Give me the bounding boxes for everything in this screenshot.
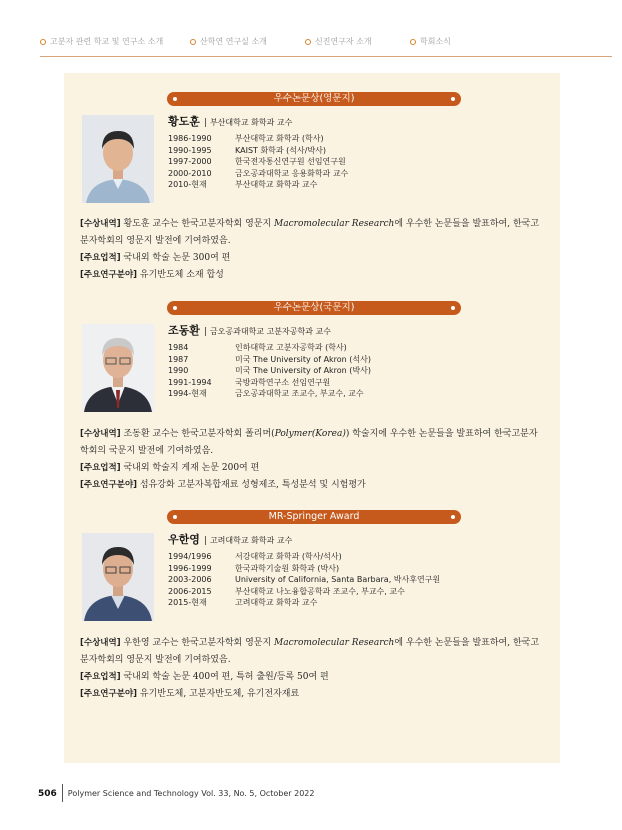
banner-dot-icon: [173, 515, 177, 519]
journal-name: Polymer Science and Technology: [67, 789, 199, 798]
nav-item-researchers: [305, 36, 372, 47]
award-description: [80, 635, 544, 669]
career-year: 1990: [168, 366, 189, 375]
award-text: 우한영 교수는 한국고분자학회 영문지: [120, 638, 275, 648]
award-text: 조동환 교수는 한국고분자학회 폴리머(: [120, 429, 275, 439]
career-year: 1987: [168, 354, 189, 364]
career-year: 1996-1999: [168, 563, 212, 573]
page-footer: [38, 784, 315, 802]
journal-title: Polymer(Korea): [274, 429, 346, 439]
career-row: [168, 168, 348, 180]
award-details: [80, 635, 544, 703]
career-desc: 한국전자통신연구원 선임연구원: [235, 157, 346, 166]
achievements-text: 국내외 학술 논문 300여 편: [120, 253, 231, 263]
banner-dot-icon: [173, 306, 177, 310]
name-separator: |: [203, 118, 207, 128]
career-desc: 한국과학기술원 화학과 (박사): [235, 563, 340, 573]
career-row: [168, 574, 440, 586]
career-year: 1991-1994: [168, 377, 212, 387]
banner-dot-icon: [451, 306, 455, 310]
page-number: 506: [38, 789, 57, 799]
career-desc: 고려대학교 화학과 교수: [235, 598, 318, 607]
award-details: [80, 216, 544, 284]
achievements: [80, 250, 544, 267]
career-year: 2006-2015: [168, 586, 212, 596]
career-desc: 서강대학교 화학과 (학사/석사): [235, 552, 342, 561]
career-year: 1997-2000: [168, 157, 212, 166]
award-text: 에 우수한 논문들을 발표하여, 한국고분자학회의 영문지 발전에 기여하였음.: [80, 219, 540, 246]
career-desc: 인하대학교 고분자공학과 (학사): [235, 343, 347, 352]
research-fields: [80, 477, 544, 494]
career-row: [168, 354, 371, 366]
portrait-photo: [82, 115, 154, 203]
award-text: 에 우수한 논문들을 발표하여, 한국고분자학회의 영문지 발전에 기여하였음.: [80, 638, 540, 665]
nav-label: 고분자 관련 학교 및 연구소 소개: [50, 37, 164, 46]
research-fields: [80, 267, 544, 284]
research-fields-text: 유기반도체 소재 합성: [137, 270, 224, 280]
achievements-label: [주요업적]: [80, 672, 121, 682]
award-banner: [167, 92, 461, 106]
banner-title: 우수논문상(영문지): [273, 93, 355, 104]
research-fields-text: 섬유강화 고분자복합재료 성형제조, 특성분석 및 시험평가: [137, 480, 366, 490]
career-row: [168, 133, 348, 145]
career-desc: 미국 The University of Akron (석사): [235, 354, 371, 364]
achievements: [80, 669, 544, 686]
nav-dot-icon: [305, 39, 311, 45]
research-fields-label: [주요연구분야]: [80, 270, 138, 280]
career-desc: 부산대학교 화학과 교수: [235, 180, 318, 189]
career-desc: University of California, Santa Barbara, 박사후연구원: [235, 575, 441, 584]
nav-dot-icon: [410, 39, 416, 45]
banner-dot-icon: [451, 515, 455, 519]
nav-dot-icon: [190, 39, 196, 45]
career-desc: 금오공과대학교 조교수, 부교수, 교수: [235, 389, 364, 398]
footer-divider: [62, 784, 63, 802]
career-row: [168, 342, 371, 354]
career-row: [168, 551, 440, 563]
career-row: [168, 156, 348, 168]
research-fields-label: [주요연구분야]: [80, 689, 138, 699]
career-desc: 부산대학교 나노융합공학과 조교수, 부교수, 교수: [235, 586, 405, 596]
name-text: 조동환: [168, 324, 200, 337]
career-desc: KAIST 화학과 (석사/박사): [235, 145, 327, 155]
affiliation: 부산대학교 화학과 교수: [209, 118, 293, 127]
award-label: [수상내역]: [80, 638, 121, 648]
journal-title: Macromolecular Research: [274, 219, 395, 229]
career-year: 2015-현재: [168, 598, 207, 607]
career-year: 1984: [168, 343, 189, 352]
career-year: 1990-1995: [168, 145, 212, 155]
issue-info: Vol. 33, No. 5, October 2022: [201, 789, 315, 798]
name-separator: |: [203, 327, 207, 337]
journal-title: Macromolecular Research: [274, 638, 395, 648]
career-list: [168, 551, 440, 609]
award-details: [80, 426, 544, 494]
nav-label: 학회소식: [420, 37, 451, 46]
award-label: [수상내역]: [80, 219, 121, 229]
achievements: [80, 460, 544, 477]
career-year: 1994/1996: [168, 552, 212, 561]
nav-dot-icon: [40, 39, 46, 45]
person-name: [168, 113, 292, 129]
nav-label: 산학연 연구실 소개: [200, 37, 267, 46]
person-name: [168, 322, 331, 338]
award-description: [80, 216, 544, 250]
career-year: 2003-2006: [168, 575, 212, 584]
career-desc: 국방과학연구소 선임연구원: [235, 377, 331, 387]
banner-dot-icon: [451, 97, 455, 101]
nav-divider: [40, 56, 612, 57]
affiliation: 금오공과대학교 고분자공학과 교수: [209, 327, 331, 336]
career-year: 1994-현재: [168, 389, 207, 398]
career-row: [168, 597, 440, 609]
award-text: 황도훈 교수는 한국고분자학회 영문지: [120, 219, 275, 229]
award-description: [80, 426, 544, 460]
career-desc: 부산대학교 화학과 (학사): [235, 134, 324, 143]
career-row: [168, 179, 348, 191]
banner-title: 우수논문상(국문지): [273, 302, 355, 313]
nav-item-news: [410, 36, 451, 47]
award-text: ) 학술지에 우수한 논문들을 발표하여 한국고분자학회의 국문지 발전에 기여하였음.: [80, 429, 538, 456]
nav-item-schools: [40, 36, 163, 47]
affiliation: 고려대학교 화학과 교수: [209, 536, 293, 545]
portrait-photo: [82, 533, 154, 621]
achievements-text: 국내외 학술 논문 400여 편, 특허 출원/등록 50여 편: [120, 672, 329, 682]
career-desc: 미국 The University of Akron (박사): [235, 366, 371, 375]
career-year: 1986-1990: [168, 134, 212, 143]
career-row: [168, 388, 371, 400]
career-year: 2010-현재: [168, 180, 207, 189]
nav-item-labs: [190, 36, 267, 47]
career-list: [168, 133, 348, 191]
career-row: [168, 586, 440, 598]
career-year: 2000-2010: [168, 168, 212, 178]
research-fields-text: 유기반도체, 고분자반도체, 유기전자재료: [137, 689, 300, 699]
name-text: 황도훈: [168, 115, 200, 128]
research-fields-label: [주요연구분야]: [80, 480, 138, 490]
career-row: [168, 563, 440, 575]
award-banner: [167, 301, 461, 315]
award-banner: [167, 510, 461, 524]
award-label: [수상내역]: [80, 429, 121, 439]
name-text: 우한영: [168, 533, 200, 546]
career-row: [168, 145, 348, 157]
person-name: [168, 531, 292, 547]
research-fields: [80, 686, 544, 703]
career-row: [168, 377, 371, 389]
achievements-label: [주요업적]: [80, 463, 121, 473]
career-list: [168, 342, 371, 400]
career-row: [168, 365, 371, 377]
name-separator: |: [203, 536, 207, 546]
banner-dot-icon: [173, 97, 177, 101]
achievements-label: [주요업적]: [80, 253, 121, 263]
achievements-text: 국내외 학술지 게재 논문 200여 편: [120, 463, 260, 473]
banner-title: MR-Springer Award: [268, 511, 360, 522]
career-desc: 금오공과대학교 응용화학과 교수: [235, 168, 349, 178]
nav-label: 신진연구자 소개: [315, 37, 372, 46]
top-navigation: [0, 30, 622, 54]
portrait-photo: [82, 324, 154, 412]
